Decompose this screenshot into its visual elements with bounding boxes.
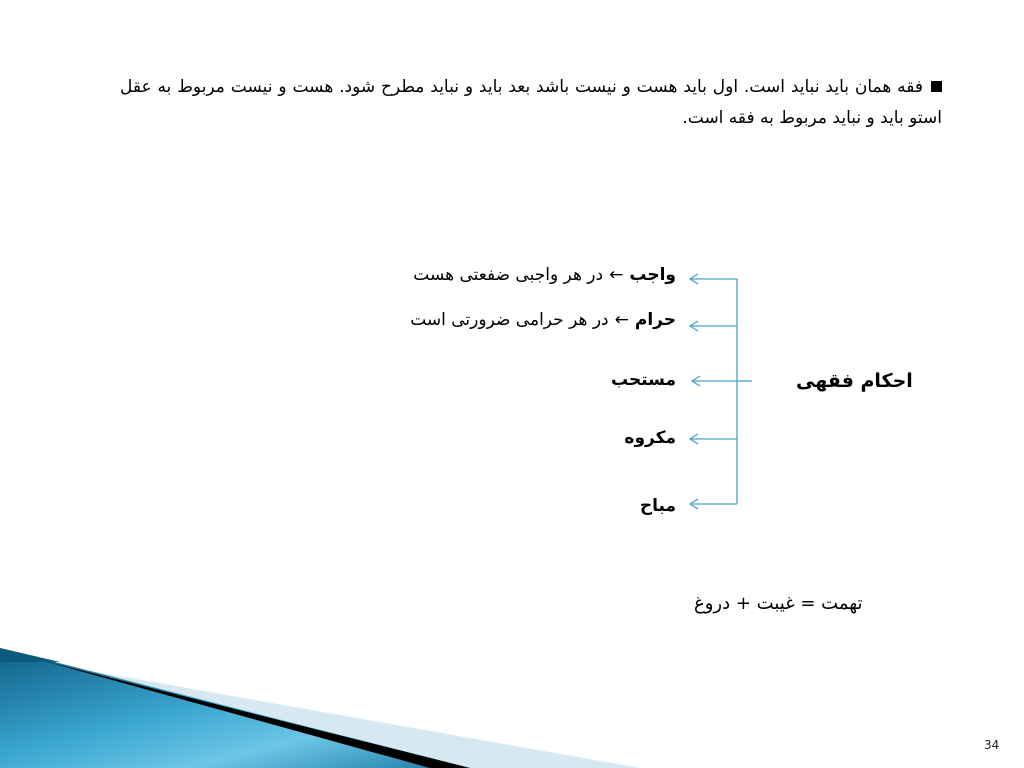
- ruling-wajib: [413, 265, 676, 285]
- ruling-makruh: [624, 428, 676, 448]
- ruling-term: حرام: [634, 310, 676, 330]
- ruling-description: در هر حرامی ضرورتی است: [410, 310, 609, 330]
- group-label: احکام فقهی: [796, 370, 913, 392]
- ruling-term: واجب: [629, 265, 676, 285]
- arrow-mubah-icon: [690, 499, 737, 509]
- ruling-mubah: [640, 496, 676, 516]
- arrow-wajib-icon: [690, 274, 737, 284]
- ruling-description: در هر واجبی ضفعتی هست: [413, 265, 604, 285]
- arrow-makruh-icon: [690, 434, 737, 444]
- ruling-term: مباح: [639, 496, 676, 516]
- paragraph-line-1: فقه همان باید نباید است. اول باید هست و نیست باشد بعد باید و نباید مطرح شود. هست و نیست: [230, 77, 924, 97]
- paragraph-line-2: مربوط به عقل استو باید و نباید مربوط به فقه است.: [120, 77, 942, 128]
- ruling-haram: [410, 310, 676, 330]
- arrow-mustahab-icon: [692, 376, 737, 386]
- left-arrow-icon: ←: [609, 265, 624, 285]
- left-arrow-icon: ←: [614, 310, 629, 330]
- ruling-term: مکروه: [624, 428, 676, 448]
- page-number: 34: [984, 738, 1000, 752]
- equation-text: تهمت = غیبت + دروغ: [694, 593, 863, 614]
- ruling-term: مستحب: [610, 370, 676, 390]
- arrow-haram-icon: [690, 321, 737, 331]
- ruling-mustahab: [611, 370, 676, 390]
